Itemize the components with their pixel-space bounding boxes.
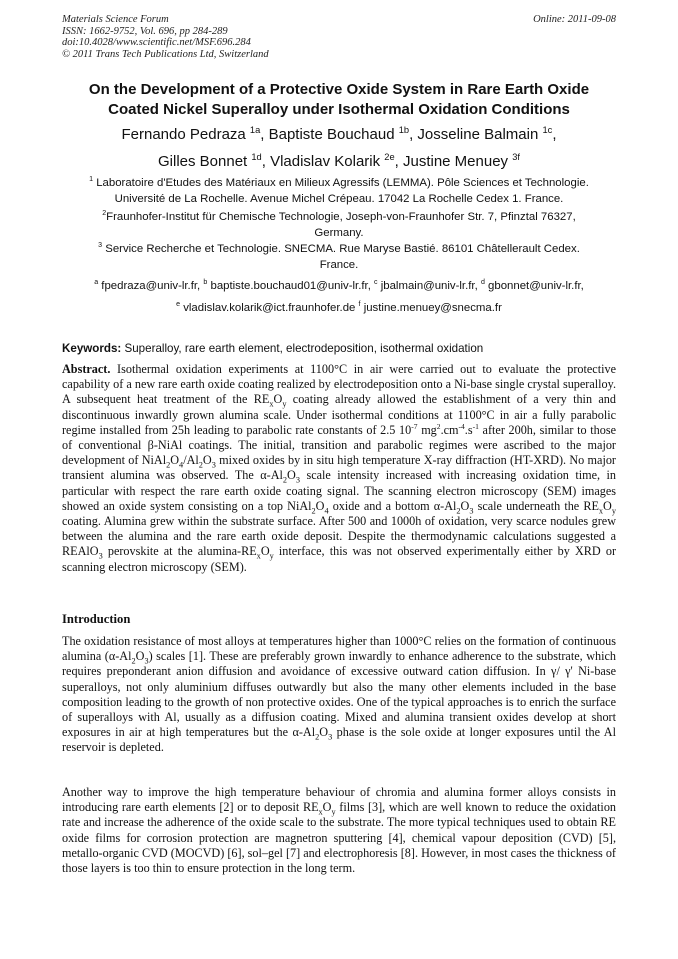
author-separator: , <box>409 126 418 143</box>
paragraph-text: phase is the sole oxide at longer exposures until the Al reservoir is depleted. <box>62 725 616 755</box>
abstract-text: after 200h, similar to those of conventional β-NiAl coatings. The initial, transition and parabolic regimes were ascribed to the major development of NiAl <box>62 422 616 468</box>
email-address: vladislav.kolarik@ict.fraunhofer.de <box>183 302 359 314</box>
subscript: 4 <box>324 506 329 516</box>
abstract-text: .cm <box>440 422 459 437</box>
subscript: 3 <box>328 732 333 742</box>
journal-name: Materials Science Forum <box>62 14 169 25</box>
paragraph-text: ) scales [1]. These are preferably grown inwardly to enhance adherence to the substrate, which requires preponderant anion diffusion and avoidance of excessive outward cation diffusion. In γ/ γ' Ni-base superalloys, not only aluminium diffuses outwardly but also the many other elements included in the base composition leading to the growth of non protective oxides. One of the typical approaches is to enrich the surface of superalloys with Al, usually as a diffusion coating. Mixed and alumina transient oxides develop at short exposures in air at high temperatures but the α-Al <box>62 649 616 740</box>
abstract-text: oxide and a bottom α-Al <box>328 498 457 513</box>
paragraph-text: films [3], which are well known to reduce the oxidation rate and increase the adherence of the oxide scale to the substrate. The more typical techniques used to obtain RE oxide films for corrosion protection are magnetron sputtering [4], chemical vapour deposition (CVD) [5], metallo-organic CVD (MOCVD) [6], sol–gel [7] and electrophoresis [8]. However, in most cases the thickness of those layers is too thin to ensure protection in the long term. <box>62 800 617 876</box>
abstract-text: O <box>260 544 270 559</box>
superscript: -7 <box>411 421 418 431</box>
abstract-text: scale underneath the RE <box>473 498 599 513</box>
intro-paragraph <box>62 634 616 756</box>
abstract <box>62 362 616 575</box>
author-list <box>62 121 616 175</box>
affiliation-line: Germany. <box>314 226 364 239</box>
superscript: -4 <box>458 421 465 431</box>
affiliation-number: 2 <box>102 210 107 218</box>
abstract-text: O <box>170 453 180 468</box>
paragraph-text: O <box>135 649 145 664</box>
author-line <box>62 148 616 175</box>
doi-line: doi:10.4028/www.scientific.net/MSF.696.284 <box>62 37 251 49</box>
abstract-text: .s <box>464 422 473 437</box>
email-mark: a <box>94 279 99 287</box>
affiliation-text: Service Recherche et Technologie. SNECMA. Rue Maryse Bastié. 86101 Châtellerault Cedex. <box>105 243 580 255</box>
email-mark: b <box>203 279 208 287</box>
keywords <box>62 341 616 356</box>
journal-header <box>62 14 269 60</box>
subscript: 3 <box>98 551 103 561</box>
subscript: y <box>282 399 287 409</box>
abstract-label: Abstract. <box>62 362 111 376</box>
author-mark: 2e <box>384 152 395 162</box>
author-name: Baptiste Bouchaud <box>268 126 395 143</box>
abstract-text: mg <box>417 422 437 437</box>
affiliation-line <box>62 210 616 226</box>
abstract-text: O <box>460 498 470 513</box>
author-line <box>62 121 616 148</box>
subscript: x <box>318 807 323 817</box>
author-mark: 1c <box>542 125 553 135</box>
copyright-line: © 2011 Trans Tech Publications Ltd, Switzerland <box>62 48 269 60</box>
affiliation <box>62 176 616 207</box>
author-mark: 3f <box>512 152 520 162</box>
subscript: x <box>256 551 261 561</box>
affiliation-number: 3 <box>98 242 103 250</box>
subscript: x <box>269 399 274 409</box>
superscript: -1 <box>472 421 479 431</box>
section-heading: Introduction <box>62 612 131 626</box>
subscript: y <box>611 506 616 516</box>
subscript: 2 <box>198 460 203 470</box>
affiliation-text: Laboratoire d'Etudes des Matériaux en Milieux Agressifs (LEMMA). Pôle Sciences et Technologie. <box>96 177 589 189</box>
subscript: 3 <box>295 475 300 485</box>
subscript: x <box>598 506 604 516</box>
abstract-text: interface, this was not observed experimentally either by XRD or scanning electron microscopy (SEM). <box>62 544 617 574</box>
abstract-text: coating. Alumina grew within the substrate surface. After 500 and 1000h of oxidation, very scarce nodules grew between the alumina and the rare earth oxide deposit. Despite the thermodynamic calculations suggested a REAlO <box>62 514 616 559</box>
keywords-text: Superalloy, rare earth element, electrodeposition, isothermal oxidation <box>121 342 484 355</box>
issn-line: ISSN: 1662-9752, Vol. 696, pp 284-289 <box>62 25 228 37</box>
online-date: Online: 2011-09-08 <box>533 14 616 25</box>
affiliation <box>62 242 616 273</box>
author-separator: , <box>260 126 269 143</box>
email-address: justine.menuey@snecma.fr <box>363 302 502 314</box>
author-mark: 1d <box>251 152 262 162</box>
author-name: Josseline Balmain <box>417 126 539 143</box>
email-address: jbalmain@univ-lr.fr, <box>380 280 481 292</box>
author-name: Justine Menuey <box>402 153 509 170</box>
affiliation <box>62 210 616 241</box>
abstract-text: O <box>202 453 212 468</box>
subscript: 2 <box>311 506 316 516</box>
affiliation-line <box>62 176 616 192</box>
subscript: 2 <box>166 460 171 470</box>
affiliation-text: Fraunhofer-Institut für Chemische Technologie, Joseph-von-Fraunhofer Str. 7, Pfinztal 76327, <box>106 211 576 223</box>
email-mark: c <box>374 279 378 287</box>
abstract-text: O <box>287 468 296 483</box>
email-address: fpedraza@univ-lr.fr, <box>101 280 204 292</box>
email-address: baptiste.bouchaud01@univ-lr.fr, <box>210 280 375 292</box>
subscript: 2 <box>282 475 288 485</box>
subscript: 3 <box>469 506 474 516</box>
subscript: 2 <box>315 732 320 742</box>
email-line <box>62 297 616 319</box>
affiliation-line: Université de La Rochelle. Avenue Michel Crépeau. 17042 La Rochelle Cedex 1. France. <box>114 192 564 205</box>
paragraph-text: O <box>319 725 329 740</box>
email-list <box>62 275 616 319</box>
email-mark: d <box>480 279 485 287</box>
email-mark: e <box>176 301 181 309</box>
abstract-text: /Al <box>183 453 199 468</box>
paragraph-text: The oxidation resistance of most alloys at temperatures higher than 1000°C relies on the formation of continuous alumina (α-Al <box>62 634 616 664</box>
abstract-text: perovskite at the alumina-RE <box>102 544 257 559</box>
affiliation-number: 1 <box>89 176 94 184</box>
author-mark: 1a <box>249 125 261 135</box>
author-separator: , <box>552 126 557 143</box>
paragraph-text: Another way to improve the high temperature behaviour of chromia and alumina former alloys consists in introducing rare earth elements [2] or to deposit RE <box>62 785 616 815</box>
subscript: 3 <box>211 460 216 470</box>
author-name: Vladislav Kolarik <box>270 153 381 170</box>
paper-title <box>62 80 616 120</box>
author-mark: 1b <box>398 125 410 135</box>
abstract-text: O <box>273 392 283 407</box>
email-address: gbonnet@univ-lr.fr, <box>488 280 584 292</box>
keywords-label: Keywords: <box>62 342 122 355</box>
abstract-text: mixed oxides by in situ high temperature X-ray diffraction (HT-XRD). No major transient alumina was observed. The α-Al <box>62 453 616 483</box>
title-line: Coated Nickel Superalloy under Isothermal Oxidation Conditions <box>108 101 570 118</box>
abstract-text: Isothermal oxidation experiments at 1100°C in air were carried out to evaluate the protective capability of a new rare earth oxide coating realized by electrodeposition onto a Ni-base single crystal superalloy. A subsequent heat treatment of the RE <box>62 362 616 407</box>
abstract-text: coating already allowed the establishment of a very thin and discontinuous inwardly grown alumina scale. Under isothermal conditions at 1100°C in air a fully parabolic regime installed from 25h leading to parabolic rate constants of 2.5 10 <box>62 392 616 437</box>
email-mark: f <box>358 301 361 309</box>
abstract-text: O <box>603 498 612 513</box>
subscript: 3 <box>144 656 149 666</box>
author-name: Fernando Pedraza <box>121 126 246 143</box>
affiliation-line: France. <box>319 258 359 271</box>
author-separator: , <box>261 153 271 170</box>
subscript: y <box>331 807 336 817</box>
subscript: 2 <box>131 656 136 666</box>
subscript: y <box>269 551 274 561</box>
subscript: 2 <box>456 506 461 516</box>
intro-paragraph <box>62 785 616 876</box>
abstract-text: scale intensity increased with increasing oxidation time, in particular with respect the rare earth oxide coating signal. The scanning electron microscopy (SEM) images showed an oxide system consisting on a top NiAl <box>62 468 616 513</box>
abstract-text: O <box>315 498 325 513</box>
paragraph-text: O <box>322 800 332 815</box>
author-separator: , <box>394 153 403 170</box>
subscript: 4 <box>179 460 184 470</box>
affiliation-line <box>62 242 616 258</box>
email-line <box>62 275 616 297</box>
superscript: 2 <box>436 421 441 431</box>
author-name: Gilles Bonnet <box>158 153 248 170</box>
title-line: On the Development of a Protective Oxide System in Rare Earth Oxide <box>88 81 590 98</box>
